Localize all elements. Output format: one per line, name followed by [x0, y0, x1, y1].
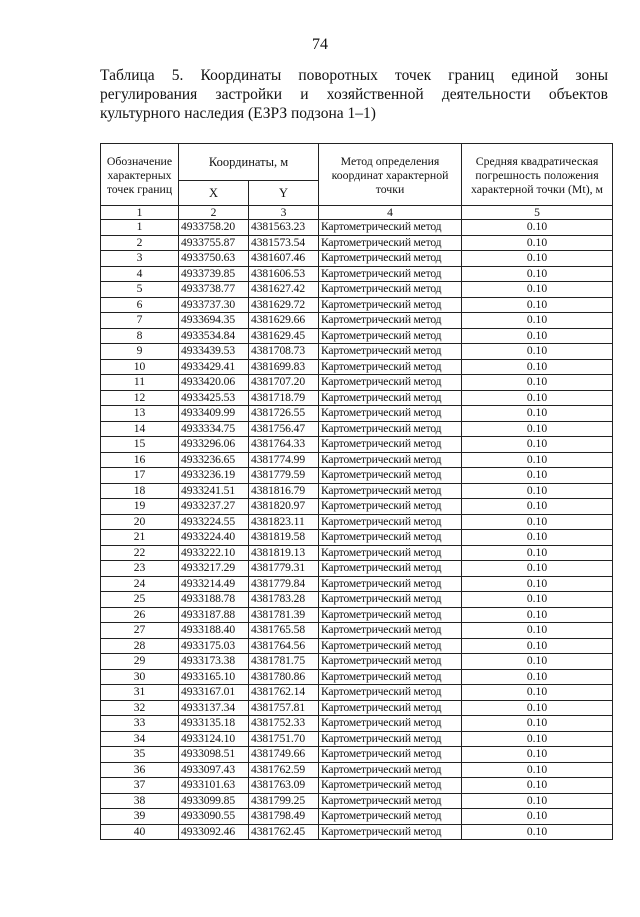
table-row	[101, 669, 613, 685]
x-coordinate-cell: 4933737.30	[179, 297, 249, 313]
table-row	[101, 545, 613, 561]
point-number-cell: 20	[101, 514, 179, 530]
point-number-cell: 38	[101, 793, 179, 809]
method-cell: Картометрический метод	[319, 282, 462, 298]
y-coordinate-cell: 4381763.09	[249, 778, 319, 794]
error-cell: 0.10	[462, 235, 613, 251]
x-coordinate-cell: 4933738.77	[179, 282, 249, 298]
table-row	[101, 421, 613, 437]
point-number-cell: 31	[101, 685, 179, 701]
y-coordinate-cell: 4381780.86	[249, 669, 319, 685]
y-coordinate-cell: 4381749.66	[249, 747, 319, 763]
table-row	[101, 297, 613, 313]
error-cell: 0.10	[462, 762, 613, 778]
point-number-cell: 28	[101, 638, 179, 654]
point-number-cell: 24	[101, 576, 179, 592]
error-cell: 0.10	[462, 313, 613, 329]
error-cell: 0.10	[462, 220, 613, 236]
method-cell: Картометрический метод	[319, 251, 462, 267]
x-coordinate-cell: 4933439.53	[179, 344, 249, 360]
y-coordinate-cell: 4381707.20	[249, 375, 319, 391]
x-coordinate-cell: 4933188.40	[179, 623, 249, 639]
method-cell: Картометрический метод	[319, 514, 462, 530]
header-x: X	[179, 181, 249, 206]
table-row	[101, 235, 613, 251]
point-number-cell: 34	[101, 731, 179, 747]
method-cell: Картометрический метод	[319, 561, 462, 577]
x-coordinate-cell: 4933296.06	[179, 437, 249, 453]
method-cell: Картометрический метод	[319, 809, 462, 825]
column-number: 4	[319, 206, 462, 220]
x-coordinate-cell: 4933334.75	[179, 421, 249, 437]
table-row	[101, 499, 613, 515]
error-cell: 0.10	[462, 824, 613, 840]
y-coordinate-cell: 4381563.23	[249, 220, 319, 236]
x-coordinate-cell: 4933214.49	[179, 576, 249, 592]
point-number-cell: 3	[101, 251, 179, 267]
error-cell: 0.10	[462, 499, 613, 515]
column-number: 5	[462, 206, 613, 220]
error-cell: 0.10	[462, 793, 613, 809]
column-number: 3	[249, 206, 319, 220]
y-coordinate-cell: 4381798.49	[249, 809, 319, 825]
table-row	[101, 700, 613, 716]
error-cell: 0.10	[462, 778, 613, 794]
y-coordinate-cell: 4381779.31	[249, 561, 319, 577]
x-coordinate-cell: 4933135.18	[179, 716, 249, 732]
table-row	[101, 607, 613, 623]
error-cell: 0.10	[462, 685, 613, 701]
point-number-cell: 13	[101, 406, 179, 422]
method-cell: Картометрический метод	[319, 545, 462, 561]
point-number-cell: 35	[101, 747, 179, 763]
table-row	[101, 530, 613, 546]
point-number-cell: 25	[101, 592, 179, 608]
x-coordinate-cell: 4933217.29	[179, 561, 249, 577]
error-cell: 0.10	[462, 452, 613, 468]
y-coordinate-cell: 4381718.79	[249, 390, 319, 406]
table-caption: Таблица 5. Координаты поворотных точек границ единой зоны регулирования застройки и хозяйственной деятельности объектов культурного наследия (ЕЗРЗ подзона 1–1)	[100, 67, 608, 122]
error-cell: 0.10	[462, 375, 613, 391]
x-coordinate-cell: 4933237.27	[179, 499, 249, 515]
y-coordinate-cell: 4381762.45	[249, 824, 319, 840]
table-row	[101, 561, 613, 577]
error-cell: 0.10	[462, 592, 613, 608]
table-row	[101, 344, 613, 360]
point-number-cell: 33	[101, 716, 179, 732]
method-cell: Картометрический метод	[319, 731, 462, 747]
point-number-cell: 27	[101, 623, 179, 639]
table-row	[101, 809, 613, 825]
column-number-row	[101, 206, 613, 220]
x-coordinate-cell: 4933099.85	[179, 793, 249, 809]
method-cell: Картометрический метод	[319, 406, 462, 422]
table-row	[101, 266, 613, 282]
method-cell: Картометрический метод	[319, 778, 462, 794]
point-number-cell: 19	[101, 499, 179, 515]
error-cell: 0.10	[462, 251, 613, 267]
error-cell: 0.10	[462, 576, 613, 592]
point-number-cell: 23	[101, 561, 179, 577]
table-row	[101, 437, 613, 453]
point-number-cell: 9	[101, 344, 179, 360]
y-coordinate-cell: 4381764.33	[249, 437, 319, 453]
point-number-cell: 14	[101, 421, 179, 437]
point-number-cell: 12	[101, 390, 179, 406]
point-number-cell: 32	[101, 700, 179, 716]
point-number-cell: 15	[101, 437, 179, 453]
error-cell: 0.10	[462, 483, 613, 499]
y-coordinate-cell: 4381819.13	[249, 545, 319, 561]
table-row	[101, 251, 613, 267]
method-cell: Картометрический метод	[319, 824, 462, 840]
y-coordinate-cell: 4381699.83	[249, 359, 319, 375]
method-cell: Картометрический метод	[319, 266, 462, 282]
y-coordinate-cell: 4381752.33	[249, 716, 319, 732]
table-row	[101, 220, 613, 236]
method-cell: Картометрический метод	[319, 576, 462, 592]
y-coordinate-cell: 4381751.70	[249, 731, 319, 747]
method-cell: Картометрический метод	[319, 747, 462, 763]
table-row	[101, 716, 613, 732]
error-cell: 0.10	[462, 545, 613, 561]
table-row	[101, 638, 613, 654]
point-number-cell: 6	[101, 297, 179, 313]
header-error: Средняя квадратическая погрешность положения характерной точки (Mt), м	[462, 144, 613, 206]
error-cell: 0.10	[462, 654, 613, 670]
x-coordinate-cell: 4933694.35	[179, 313, 249, 329]
table-row	[101, 793, 613, 809]
table-row	[101, 282, 613, 298]
y-coordinate-cell: 4381629.66	[249, 313, 319, 329]
point-number-cell: 29	[101, 654, 179, 670]
x-coordinate-cell: 4933092.46	[179, 824, 249, 840]
header-designation: Обозначение характерных точек границ	[101, 144, 179, 206]
column-number: 2	[179, 206, 249, 220]
method-cell: Картометрический метод	[319, 235, 462, 251]
y-coordinate-cell: 4381762.59	[249, 762, 319, 778]
y-coordinate-cell: 4381781.39	[249, 607, 319, 623]
point-number-cell: 30	[101, 669, 179, 685]
table-row	[101, 375, 613, 391]
point-number-cell: 1	[101, 220, 179, 236]
error-cell: 0.10	[462, 344, 613, 360]
table-row	[101, 654, 613, 670]
y-coordinate-cell: 4381573.54	[249, 235, 319, 251]
x-coordinate-cell: 4933097.43	[179, 762, 249, 778]
table-row	[101, 468, 613, 484]
method-cell: Картометрический метод	[319, 607, 462, 623]
x-coordinate-cell: 4933758.20	[179, 220, 249, 236]
x-coordinate-cell: 4933739.85	[179, 266, 249, 282]
point-number-cell: 11	[101, 375, 179, 391]
method-cell: Картометрический метод	[319, 638, 462, 654]
y-coordinate-cell: 4381781.75	[249, 654, 319, 670]
point-number-cell: 8	[101, 328, 179, 344]
point-number-cell: 16	[101, 452, 179, 468]
x-coordinate-cell: 4933241.51	[179, 483, 249, 499]
y-coordinate-cell: 4381779.59	[249, 468, 319, 484]
method-cell: Картометрический метод	[319, 592, 462, 608]
x-coordinate-cell: 4933236.65	[179, 452, 249, 468]
x-coordinate-cell: 4933188.78	[179, 592, 249, 608]
y-coordinate-cell: 4381823.11	[249, 514, 319, 530]
method-cell: Картометрический метод	[319, 793, 462, 809]
x-coordinate-cell: 4933173.38	[179, 654, 249, 670]
header-y: Y	[249, 181, 319, 206]
table-row	[101, 406, 613, 422]
method-cell: Картометрический метод	[319, 452, 462, 468]
error-cell: 0.10	[462, 328, 613, 344]
x-coordinate-cell: 4933755.87	[179, 235, 249, 251]
error-cell: 0.10	[462, 607, 613, 623]
table-row	[101, 762, 613, 778]
page-number: 74	[312, 36, 328, 53]
table-row	[101, 731, 613, 747]
method-cell: Картометрический метод	[319, 762, 462, 778]
x-coordinate-cell: 4933187.88	[179, 607, 249, 623]
y-coordinate-cell: 4381783.28	[249, 592, 319, 608]
method-cell: Картометрический метод	[319, 499, 462, 515]
error-cell: 0.10	[462, 716, 613, 732]
error-cell: 0.10	[462, 809, 613, 825]
point-number-cell: 39	[101, 809, 179, 825]
method-cell: Картометрический метод	[319, 716, 462, 732]
method-cell: Картометрический метод	[319, 297, 462, 313]
x-coordinate-cell: 4933224.40	[179, 530, 249, 546]
error-cell: 0.10	[462, 282, 613, 298]
error-cell: 0.10	[462, 747, 613, 763]
y-coordinate-cell: 4381779.84	[249, 576, 319, 592]
x-coordinate-cell: 4933429.41	[179, 359, 249, 375]
method-cell: Картометрический метод	[319, 359, 462, 375]
method-cell: Картометрический метод	[319, 669, 462, 685]
x-coordinate-cell: 4933175.03	[179, 638, 249, 654]
method-cell: Картометрический метод	[319, 623, 462, 639]
point-number-cell: 17	[101, 468, 179, 484]
x-coordinate-cell: 4933098.51	[179, 747, 249, 763]
point-number-cell: 10	[101, 359, 179, 375]
table-row	[101, 452, 613, 468]
y-coordinate-cell: 4381764.56	[249, 638, 319, 654]
point-number-cell: 36	[101, 762, 179, 778]
y-coordinate-cell: 4381819.58	[249, 530, 319, 546]
y-coordinate-cell: 4381820.97	[249, 499, 319, 515]
error-cell: 0.10	[462, 731, 613, 747]
point-number-cell: 40	[101, 824, 179, 840]
table-row	[101, 747, 613, 763]
error-cell: 0.10	[462, 623, 613, 639]
error-cell: 0.10	[462, 266, 613, 282]
table-row	[101, 483, 613, 499]
x-coordinate-cell: 4933534.84	[179, 328, 249, 344]
y-coordinate-cell: 4381816.79	[249, 483, 319, 499]
y-coordinate-cell: 4381799.25	[249, 793, 319, 809]
method-cell: Картометрический метод	[319, 344, 462, 360]
point-number-cell: 7	[101, 313, 179, 329]
table-row	[101, 824, 613, 840]
method-cell: Картометрический метод	[319, 313, 462, 329]
error-cell: 0.10	[462, 468, 613, 484]
error-cell: 0.10	[462, 437, 613, 453]
y-coordinate-cell: 4381726.55	[249, 406, 319, 422]
error-cell: 0.10	[462, 561, 613, 577]
y-coordinate-cell: 4381774.99	[249, 452, 319, 468]
y-coordinate-cell: 4381627.42	[249, 282, 319, 298]
method-cell: Картометрический метод	[319, 468, 462, 484]
y-coordinate-cell: 4381762.14	[249, 685, 319, 701]
y-coordinate-cell: 4381765.58	[249, 623, 319, 639]
table-row	[101, 313, 613, 329]
method-cell: Картометрический метод	[319, 220, 462, 236]
y-coordinate-cell: 4381757.81	[249, 700, 319, 716]
x-coordinate-cell: 4933224.55	[179, 514, 249, 530]
table-row	[101, 685, 613, 701]
error-cell: 0.10	[462, 638, 613, 654]
coordinates-table	[100, 143, 613, 840]
method-cell: Картометрический метод	[319, 483, 462, 499]
point-number-cell: 21	[101, 530, 179, 546]
table-row	[101, 514, 613, 530]
y-coordinate-cell: 4381606.53	[249, 266, 319, 282]
table-row	[101, 623, 613, 639]
error-cell: 0.10	[462, 390, 613, 406]
method-cell: Картометрический метод	[319, 390, 462, 406]
x-coordinate-cell: 4933222.10	[179, 545, 249, 561]
method-cell: Картометрический метод	[319, 328, 462, 344]
method-cell: Картометрический метод	[319, 421, 462, 437]
error-cell: 0.10	[462, 514, 613, 530]
method-cell: Картометрический метод	[319, 654, 462, 670]
table-row	[101, 390, 613, 406]
table-row	[101, 359, 613, 375]
point-number-cell: 2	[101, 235, 179, 251]
header-coordinates: Координаты, м	[179, 144, 319, 181]
point-number-cell: 26	[101, 607, 179, 623]
method-cell: Картометрический метод	[319, 530, 462, 546]
table-row	[101, 328, 613, 344]
x-coordinate-cell: 4933165.10	[179, 669, 249, 685]
x-coordinate-cell: 4933167.01	[179, 685, 249, 701]
x-coordinate-cell: 4933409.99	[179, 406, 249, 422]
error-cell: 0.10	[462, 406, 613, 422]
error-cell: 0.10	[462, 530, 613, 546]
point-number-cell: 22	[101, 545, 179, 561]
y-coordinate-cell: 4381708.73	[249, 344, 319, 360]
header-method: Метод определения координат характерной точки	[319, 144, 462, 206]
x-coordinate-cell: 4933137.34	[179, 700, 249, 716]
table-row	[101, 778, 613, 794]
x-coordinate-cell: 4933420.06	[179, 375, 249, 391]
x-coordinate-cell: 4933750.63	[179, 251, 249, 267]
x-coordinate-cell: 4933101.63	[179, 778, 249, 794]
y-coordinate-cell: 4381756.47	[249, 421, 319, 437]
method-cell: Картометрический метод	[319, 375, 462, 391]
x-coordinate-cell: 4933124.10	[179, 731, 249, 747]
point-number-cell: 4	[101, 266, 179, 282]
table-body	[101, 220, 613, 840]
column-number: 1	[101, 206, 179, 220]
point-number-cell: 5	[101, 282, 179, 298]
x-coordinate-cell: 4933236.19	[179, 468, 249, 484]
y-coordinate-cell: 4381607.46	[249, 251, 319, 267]
method-cell: Картометрический метод	[319, 700, 462, 716]
table-row	[101, 576, 613, 592]
x-coordinate-cell: 4933090.55	[179, 809, 249, 825]
error-cell: 0.10	[462, 669, 613, 685]
table-row	[101, 592, 613, 608]
method-cell: Картометрический метод	[319, 685, 462, 701]
y-coordinate-cell: 4381629.45	[249, 328, 319, 344]
point-number-cell: 18	[101, 483, 179, 499]
method-cell: Картометрический метод	[319, 437, 462, 453]
x-coordinate-cell: 4933425.53	[179, 390, 249, 406]
error-cell: 0.10	[462, 359, 613, 375]
point-number-cell: 37	[101, 778, 179, 794]
error-cell: 0.10	[462, 421, 613, 437]
y-coordinate-cell: 4381629.72	[249, 297, 319, 313]
error-cell: 0.10	[462, 700, 613, 716]
error-cell: 0.10	[462, 297, 613, 313]
